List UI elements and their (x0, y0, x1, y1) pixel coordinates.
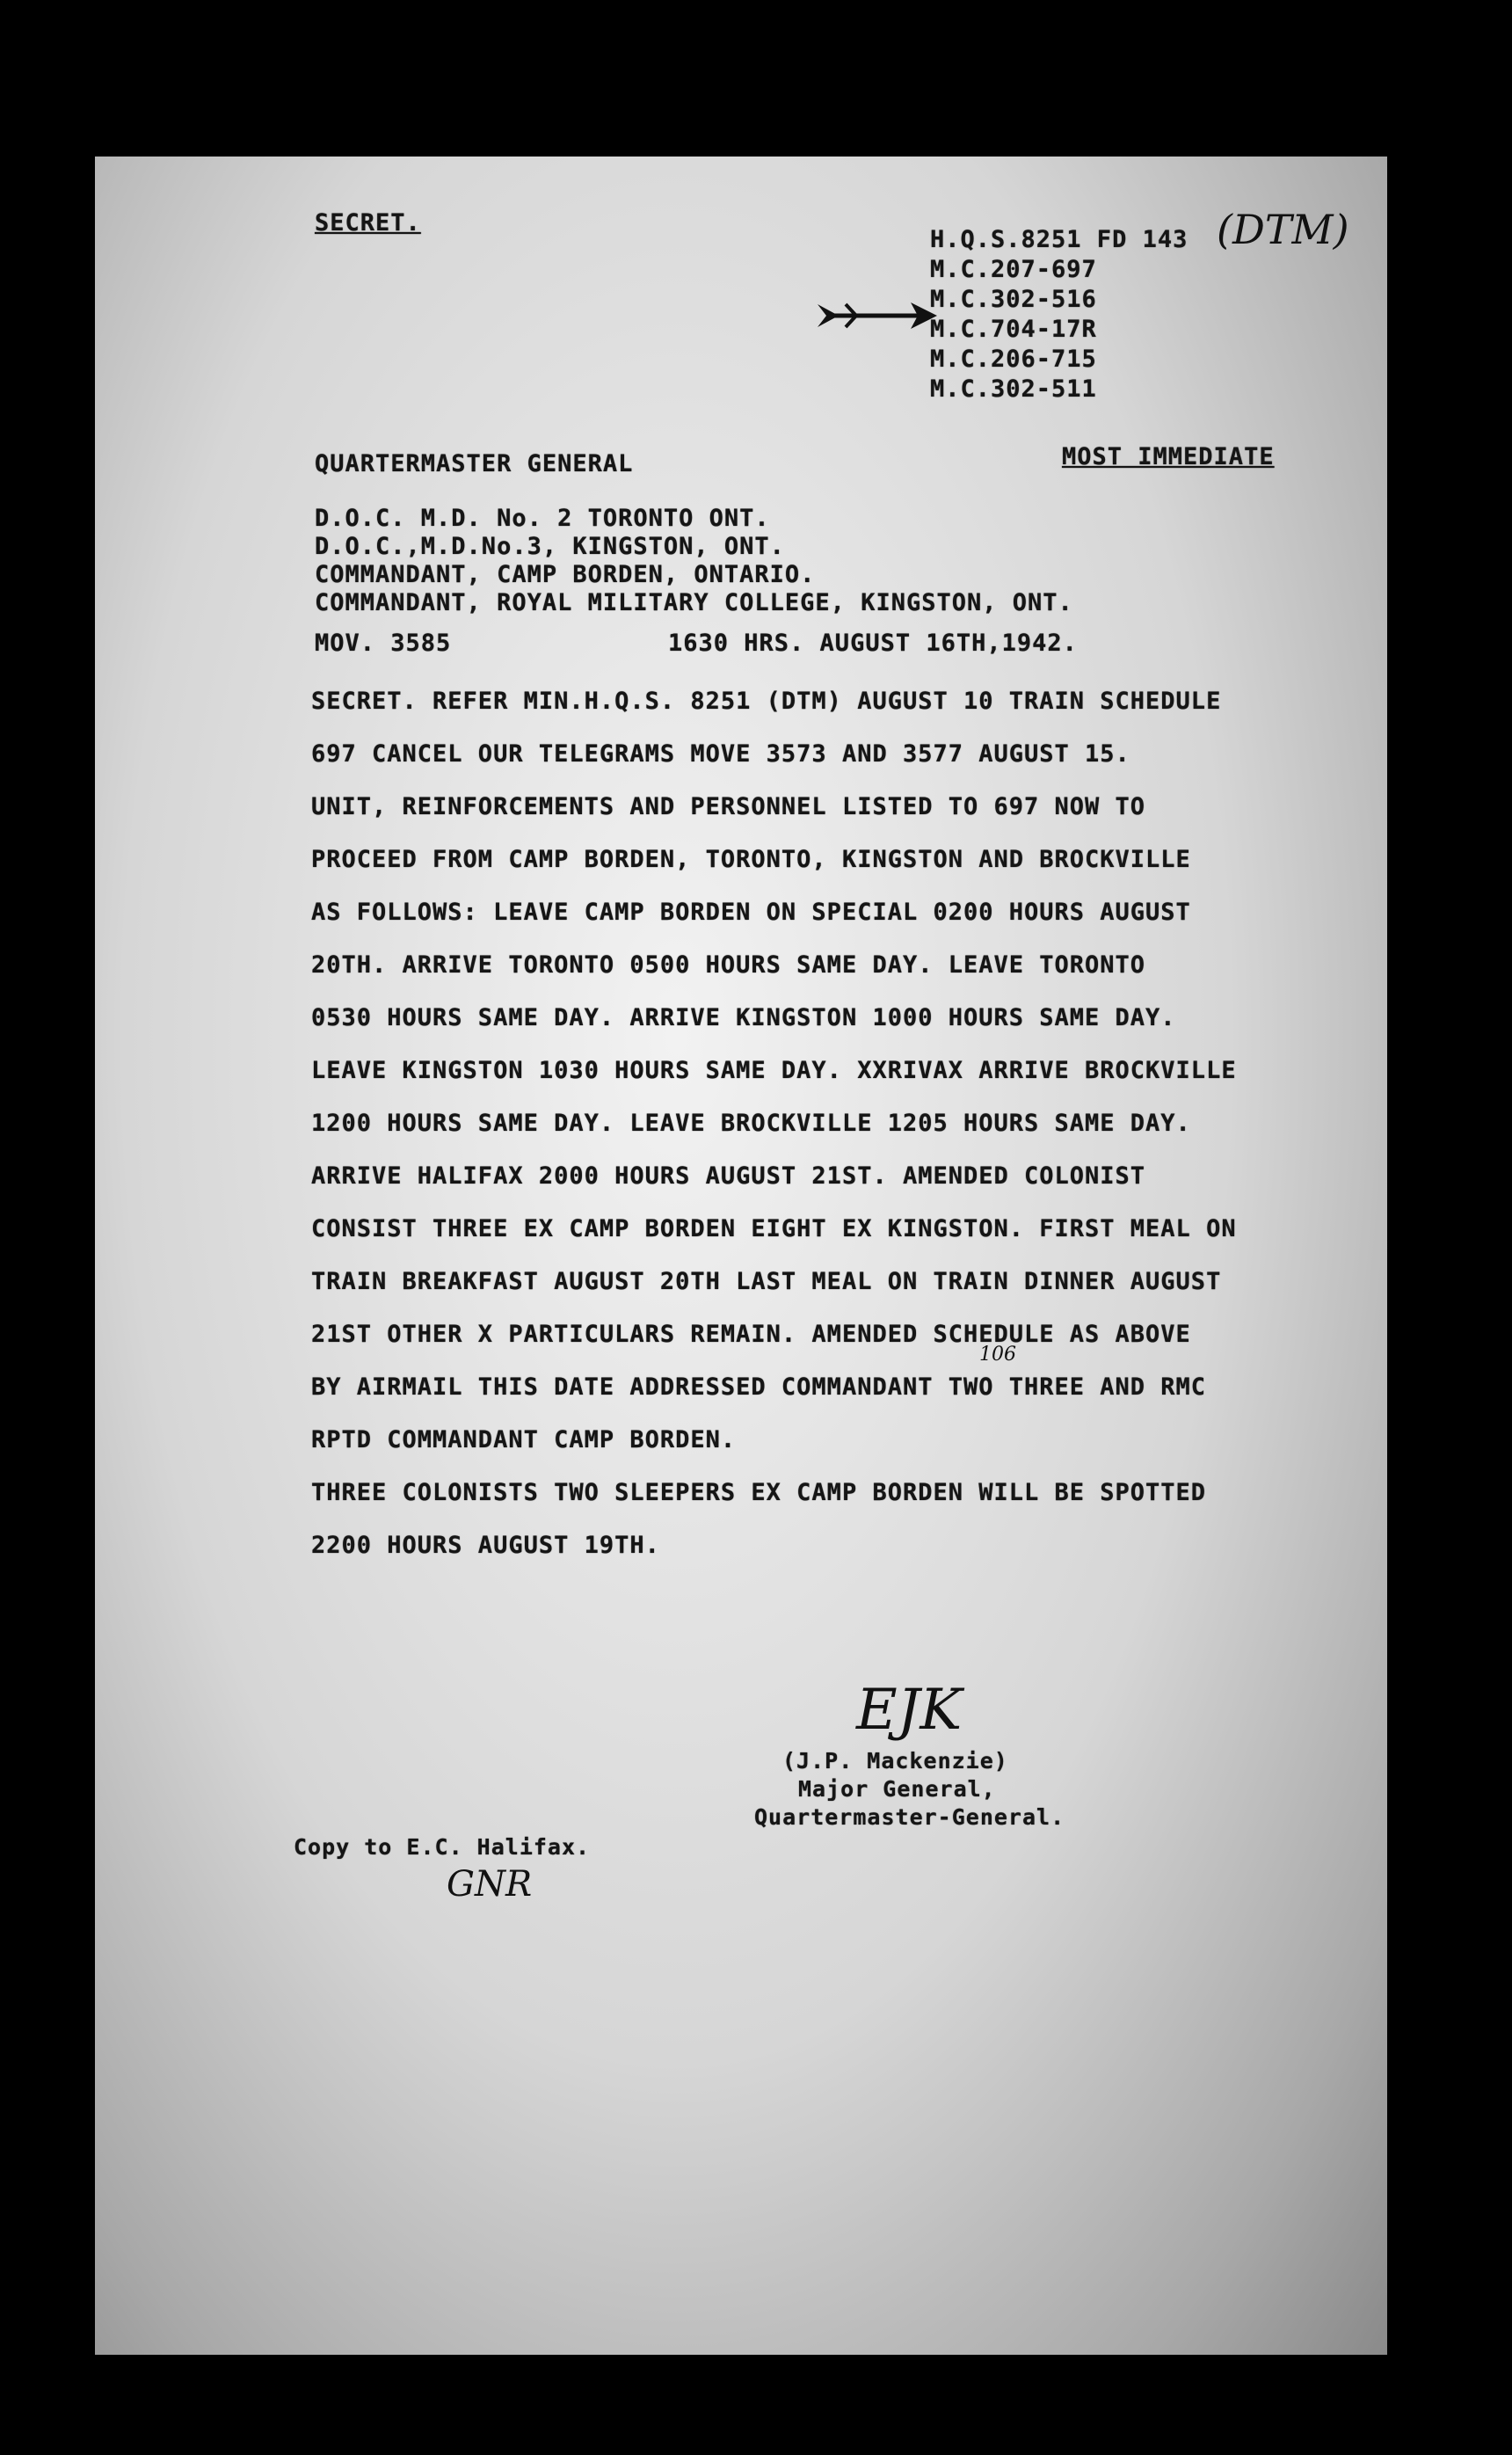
signatory-name: (J.P. Mackenzie) (782, 1748, 1008, 1774)
message-body-line: 21ST OTHER X PARTICULARS REMAIN. AMENDED SCHEDULE AS ABOVE (311, 1321, 1191, 1348)
file-ref: M.C.302-516 (930, 286, 1097, 313)
file-ref: M.C.207-697 (930, 256, 1097, 283)
file-ref: M.C.302-511 (930, 375, 1097, 403)
message-body-line: 20TH. ARRIVE TORONTO 0500 HOURS SAME DAY. LEAVE TORONTO (311, 951, 1146, 979)
classification-header: SECRET. (315, 209, 421, 237)
addressee-line: D.O.C. M.D. No. 2 TORONTO ONT. (315, 505, 770, 532)
copy-handwritten-note: GNR (447, 1864, 533, 1905)
signatory-title: Quartermaster-General. (754, 1804, 1065, 1830)
message-body-line: CONSIST THREE EX CAMP BORDEN EIGHT EX KINGSTON. FIRST MEAL ON (311, 1215, 1237, 1242)
addressee-line: COMMANDANT, CAMP BORDEN, ONTARIO. (315, 561, 816, 588)
message-body-line: LEAVE KINGSTON 1030 HOURS SAME DAY. XXRIVAX ARRIVE BROCKVILLE (311, 1057, 1237, 1084)
message-body-line: AS FOLLOWS: LEAVE CAMP BORDEN ON SPECIAL 0200 HOURS AUGUST (311, 899, 1191, 926)
file-reference-list (930, 225, 1188, 404)
message-body-line: 697 CANCEL OUR TELEGRAMS MOVE 3573 AND 3577 AUGUST 15. (311, 740, 1130, 768)
message-body-line: ARRIVE HALIFAX 2000 HOURS AUGUST 21ST. AMENDED COLONIST (311, 1162, 1146, 1190)
copy-distribution: Copy to E.C. Halifax. (294, 1834, 591, 1860)
message-body-line: UNIT, REINFORCEMENTS AND PERSONNEL LISTED TO 697 NOW TO (311, 793, 1146, 820)
file-annotation-handwritten: (DTM) (1217, 206, 1349, 253)
file-ref-highlighted: M.C.704-17R (930, 316, 1097, 343)
message-reference: MOV. 3585 (315, 630, 452, 657)
sender-line: QUARTERMASTER GENERAL (315, 450, 634, 477)
addressee-line: D.O.C.,M.D.No.3, KINGSTON, ONT. (315, 533, 785, 560)
file-ref: M.C.206-715 (930, 346, 1097, 373)
addressee-line: COMMANDANT, ROYAL MILITARY COLLEGE, KINGSTON, ONT. (315, 589, 1073, 616)
message-body-line: SECRET. REFER MIN.H.Q.S. 8251 (DTM) AUGUST 10 TRAIN SCHEDULE (311, 688, 1222, 715)
handwritten-insert: 106 (979, 1344, 1016, 1366)
message-body-line: 0530 HOURS SAME DAY. ARRIVE KINGSTON 1000 HOURS SAME DAY. (311, 1004, 1176, 1031)
addressee-block (315, 505, 1073, 617)
message-body-line: 1200 HOURS SAME DAY. LEAVE BROCKVILLE 1205 HOURS SAME DAY. (311, 1110, 1191, 1137)
message-body-line: RPTD COMMANDANT CAMP BORDEN. (311, 1426, 737, 1453)
message-body-line: TRAIN BREAKFAST AUGUST 20TH LAST MEAL ON TRAIN DINNER AUGUST (311, 1268, 1222, 1295)
signature-initials: EJK (856, 1678, 963, 1743)
file-ref: H.Q.S.8251 FD 143 (930, 226, 1189, 253)
message-body-line: THREE COLONISTS TWO SLEEPERS EX CAMP BORDEN WILL BE SPOTTED (311, 1479, 1207, 1506)
priority-label: MOST IMMEDIATE (1062, 443, 1275, 470)
signatory-rank: Major General, (798, 1776, 996, 1802)
arrow-stamp-icon (816, 295, 939, 336)
document-page (95, 157, 1387, 2355)
message-datetime: 1630 HRS. AUGUST 16TH,1942. (668, 630, 1078, 657)
message-body-line: BY AIRMAIL THIS DATE ADDRESSED COMMANDANT TWO THREE AND RMC (311, 1373, 1207, 1401)
message-body-line: 2200 HOURS AUGUST 19TH. (311, 1532, 660, 1559)
message-body-line: PROCEED FROM CAMP BORDEN, TORONTO, KINGSTON AND BROCKVILLE (311, 846, 1191, 873)
